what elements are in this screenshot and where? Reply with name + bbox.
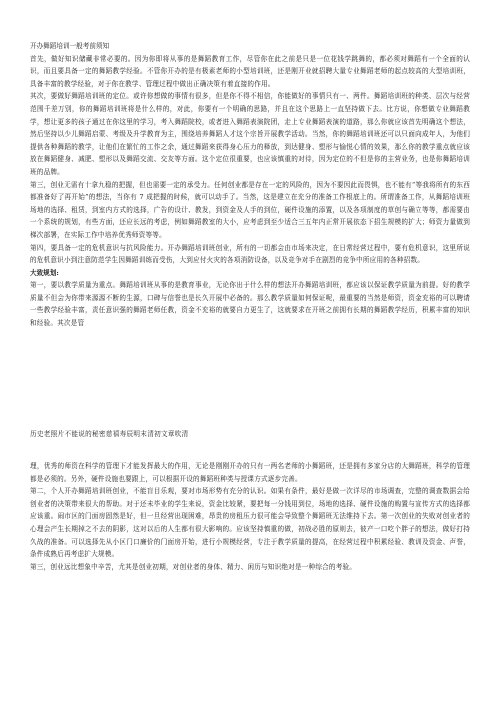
document-body-bottom <box>30 460 470 573</box>
paragraph-risk-tolerance: 第三，创业无需有十拿九稳的把握，但也需要一定的承受力。任何创业都是存在一定的风险的，因为不要因此而畏惧，也不能有“等我将所有的东西都准备好了再开始”的想法，当你有 7 成把握的时候，就可以动手了。当然，这是建立在充分的准备工作根底上的。所谓准备工作，从舞蹈培训班场地的选择、租赁，到室内方式的选择，广告的设计、教发，到资金及人手的到位，硬件设施的添置，以及各项制度的草创与确立等等，都需要由一个系统的规划，有些方面，还应长远的考虑，例如舞蹈教室的大小，应考虑到至少适合三五年内正常开展依态下招生规模的扩大；师资力量做到梯次部署，在实际工作中培养优秀师资等等。 <box>30 180 470 239</box>
document-title: 开办舞蹈培训一般考前须知 <box>30 42 110 50</box>
planning-heading: 大致规划: <box>30 268 59 277</box>
paragraph-knowledge: 首先，做好知识储藏非常必要的。因为你即将从事的是舞蹈教育工作，尽管你在此之前是只是一位花钱学跳舞的，都必须对舞蹈有一个全面的认识，而且要具备一定的舞蹈教学经验。不管你开办的是有极素老师的小型培训班，还是刚开业就招聘大量专业舞蹈老师的起点较高的大型培训班，具备丰富的教学经验，对于你在教学、管理过程中做出正确决策有着直接的作用。 <box>30 54 470 88</box>
paragraph-management: 理，优秀的师资在科学的管理下才能发挥最大的作用，无论是刚刚开办的只有一两名老师的小舞蹈班，还是拥有多家分店的大舞蹈班，科学的管理都是必须的。另外，硬件设施也要跟上，可以根据开设的舞蹈班种类与授课方式逐步完善。 <box>30 462 470 483</box>
document-body-top <box>30 40 470 330</box>
paragraph-market-awareness: 第二，个人开办舞蹈培训班创业，不能盲目乐观，要对市场形势有充分的认识。如果有条件，最好是做一次详尽的市场调查，完整的调查数据会给创业者的决策带来很大的帮助。对于还未毕业的学生来说，资金比较紧，要把每一分钱用到位，场地的选择、硬件设施的购置与宣传方式的选择都应该重。闹市区的门面房固然是好，但一旦经营出现困难，昂贵的房租压力很可能会导致整个舞蹈班无法维持下去。第一次创业的失败对创业者的心理会产生长期掉之不去的阴影，这对以后的人生都有很大影响的。应该坚持慎重的做，初战必胜的原则去，彼产一口吃个胖子的想法，做好打持久战的准备。可以选择先从小区门口廉价的门面房开始，进行小规模经营，专注于教学质量的提高，在经营过程中积累经验、教训及资金、声誉，条件成熟后再考虑扩大规模。 <box>30 487 470 559</box>
paragraph-hardship: 第三，创业远比想象中辛苦，尤其是创业初期，对创业者的身体、精力、闲历与知识绝对是一种综合的考验。 <box>30 562 357 571</box>
divider-title: 历史老照片不能说的秘密慈禧寿辰明末清初文章吹清 <box>30 430 189 438</box>
paragraph-positioning: 其次，要做好舞蹈培训班的定位。或许你想做的事情有很多，但是你不得不相信，你能做好的事情只有一、两件。舞蹈培训班的种类、层次与经营范围千差万别，你的舞蹈培训班将是什么样的，对此，你要有一个明确的思路，并且在这个思路上一直坚持做下去。比方说，你想做专业舞蹈教学，想让更多的孩子通过在你这里的学习，考入舞蹈院校，或者进入舞蹈表演院团，走上专业舞蹈表演的道路，那么你就应该首先明确这个想法，然后坚持以少儿舞蹈启蒙、考级及升学教育为主，围绕培养舞蹈人才这个宗旨开展教学活动。当然，你的舞蹈培训班还可以只面向成年人，为他们提供各种舞蹈的教学，让他们在繁忙的工作之余，通过舞蹈来获得身心压力的释放，到达健身、塑形与愉悦心情的效果，那么你的教学重点就应该放在舞蹈健身、减肥、塑形以及舞蹈交流、交友等方面。这个定位很重要，也应该慎重的对待，因为定位的不但是你的主营业务，也是你舞蹈培训班的品牌。 <box>30 92 470 176</box>
paragraph-crisis-awareness: 第四，要具备一定的危机意识与抗风险能力。开办舞蹈培训班创业，所有的一切都会由市场来决定，在日常经营过程中，要有危机意识，这里所说的危机意识小到注意防范学生因舞蹈训练而受伤，大到应付火灾的各项消防设备，以及竞争对手在剧烈的竞争中所应用的各种招数。 <box>30 243 470 265</box>
paragraph-teaching-quality: 第一，要以教学质量为重点。舞蹈培训班从事的是教育事业，无论你出于什么样的想法开办舞蹈培训班，都应该以保证教学质量为前提。好的教学质量不但会为你带来源源不断的生源，口碑与信誉也是长久开展中必备的。那么教学质量如何保证呢，最重要的当然是师资，资金充裕的可以聘请一些教学经验丰富，责任意识强的舞蹈老师任教，资金不充裕的就要自力更生了，这就要求在开班之前拥有长期的舞蹈教学经历，积累丰富的知识和经验。其次是管 <box>30 281 470 328</box>
divider-section <box>30 428 470 441</box>
